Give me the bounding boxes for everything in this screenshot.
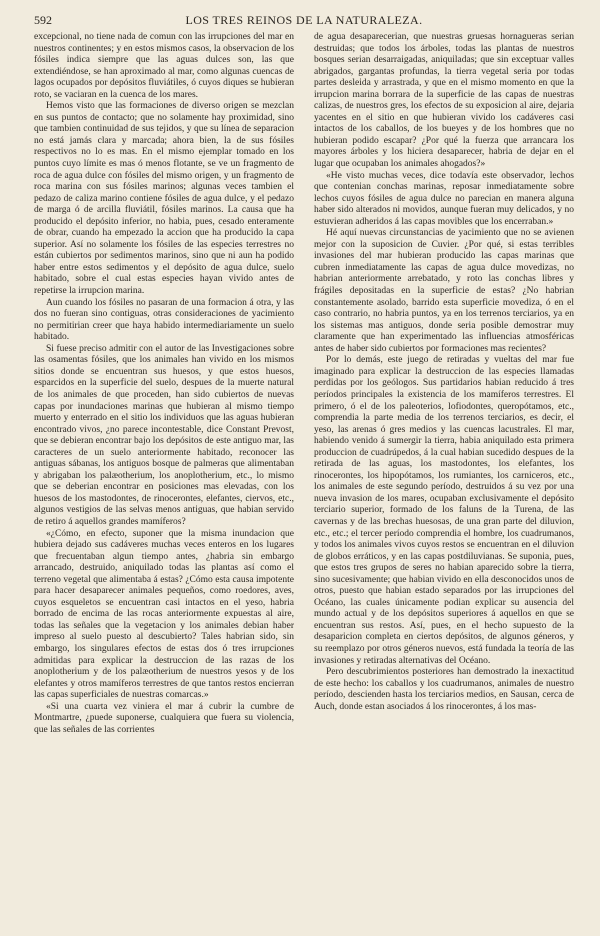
paragraph: Si fuese preciso admitir con el autor de las Investigaciones sobre las osamentas fósiles, que los animales han vivido en los mismos sitios donde se encuentran sus huesos, y que estos huesos, esparcidos en la superficie del suelo, despues de la muerte natural de los animales de que proceden, han sido cubiertos de nuevas capas por inundaciones marinas que hubieran al mismo tiempo muerto y enterrado en el sitio los individuos que las aguas hubieran encontrado vivos, ¿no parece incontestable, dice Constant Prevost, que se debieran encontrar bajo los depósitos de este antiguo mar, las caracteres de un suelo anteriormente habitado, reconocer las antiguas sábanas, los antiguos bosque de palmeras que alimentaban y abrigaban los palæotherium, los anoplotherium, etc., lo mismo que se deberian encontrar en posiciones mas elevadas, con los huesos de los mastodontes, de rinocerontes, elefantes, ciervos, etc., algunos vestigios de las selvas menos antiguas, que habian servido de retiro á aquellos grandes mamíferos? — [34, 343, 294, 527]
paragraph: Aun cuando los fósiles no pasaran de una formacion á otra, y las dos no fueran sino contiguas, otras consideraciones de yacimiento no permitirian creer que haya habido intermediariamente un suelo habitado. — [34, 297, 294, 343]
page-number: 592 — [34, 13, 52, 27]
paragraph: «He visto muchas veces, dice todavía este observador, lechos que contenian conchas marinas, reposar inmediatamente sobre lechos cuyos fósiles de agua dulce no parecian en manera alguna haber sido alterados ni movidos, aunque fueran muy delicados, y no estuvieran adheridos á las capas movibles que los encerraban.» — [314, 170, 574, 227]
paragraph: Pero descubrimientos posteriores han demostrado la inexactitud de este hecho: los caballos y los cuadrumanos, animales de nuestro período, descienden hasta los terciarios medios, en Sausan, cerca de Auch, donde estan asociados á los rinocerontes, á los mas- — [314, 667, 574, 712]
paragraph: Hé aquí nuevas circunstancias de yacimiento que no se avienen mejor con la suposicion de Cuvier. ¿Por qué, si estas terribles invasiones del mar hubieran producido las capas marinas que cubren inmediatamente las capas de agua dulce movedizas, no habrian anteriormente arrebatado, y roto las conchas libres y frágiles depositadas en la superficie de estas? ¿No habrian constantemente asolado, barrido esta superficie movediza, ó en el caso contrario, no habria puntos, ya en los terrenos terciarios, ya en los sistemas mas antiguos, donde seria posible demostrar muy claramente que han experimentado las influencias atmosféricas antes de haber sido cubiertos por formaciones mas recientes? — [314, 228, 574, 354]
paragraph: «¿Cómo, en efecto, suponer que la misma inundacion que hubiera dejado sus cadáveres muchas veces enteros en los lugares que frecuentaban algun tiempo antes, ¿habria sin embargo arrancado, destruido, aniquilado todas las plantas así como el terreno vegetal que alimentaba á estas? ¿Cómo esta causa impotente para hacer desaparecer animales pequeños, como roedores, aves, cuyos esqueletos se encuentran casi intactos en el yeso, habria borrado de encima de las rocas anteriormente expuestas al aire, todas las señales que la vegetacion y los animales debian haber impreso al suelo puesto al descubierto? Tales habrian sido, sin embargo, los singulares efectos de estas dos ó tres irrupciones admitidas para explicar la destruccion de las razas de los anoplotherium y de los palæotherium de nuestros yesos y de los elefantes y otros mamíferos terrestres de que tantos restos encierran las capas superficiales de nuestras comarcas.» — [34, 528, 294, 701]
left-column — [34, 32, 294, 736]
paragraph: Hemos visto que las formaciones de diverso origen se mezclan en sus puntos de contacto; que no solamente hay proximidad, sino que tambien continuidad de sus tejidos, y que su línea de separacion no está jamás clara y marcada; ahora bien, la de sus fósiles respectivos no lo es mas. En el mismo ejemplar tomado en los puntos cuyo límite es mas ó menos flotante, se ve un fragmento de roca de agua dulce con fósiles del mismo origen, y un fragmento de roca marina con sus fósiles marinos; algunas veces tambien el pedazo de caliza marino contiene fósiles de agua dulce, y el pedazo de marga ó de arcilla fluviátil, fósiles marinos. La causa que ha producido el depósito inferior, no habia, pues, cesado enteramente de obrar, cuando ha empezado la accion que ha producido la capa superior. Así no solamente los fósiles de las especies terrestres no están cubiertos por sedimentos marinos, sino que ni aun ha podido haber entre estos sedimentos y el depósito de agua dulce, suelo habitado, sobre el cual estas especies hayan vivido antes de repetirse la irrupcion marina. — [34, 101, 294, 297]
paragraph: Por lo demás, este juego de retiradas y vueltas del mar fue imaginado para explicar la destruccion de las especies llamadas perdidas por los geólogos. Sus partidarios habian reducido á tres períodos principales la existencia de los mamíferos terrestres. El primero, ó el de los paleoterios, lofiodontes, queropótamos, etc., comprendia la parte media de los terrenos terciarios, es decir, el yeso, las arenas ó gres medios y las cuencas lacustrales. El mar, habiendo venido á sumergir la tierra, habia aniquilado esta primera produccion de cuadrúpedos, á la cual habian sucedido despues de la retirada de las aguas, los mastodontes, los elefantes, los rinocerontes, los hipopótamos, los rumiantes, los carniceros, etc., los animales de este segundo período, destruidos á su vez por una nueva invasion de los mares, ocupaban exclusivamente el depósito terciario superior, formado de los faluns de la Turena, de las cavernas y de las brechas huesosas, de una gran parte del diluvion, etc., etc.; el tercer período comprendia el hombre, los cuadrumanos, y todos los animales vivos cuyos restos se encuentran en el diluvion de globos erráticos, y en las capas postdiluvianas. Se suponia, pues, que estos tres grupos de seres no habian aparecido sobre la tierra, sino sucesivamente; que habian vivido en ella desconocidos unos de otros, puesto que habian estado separados por las irrupciones del Océano, las cuales únicamente podian explicar su ausencia del mundo actual y de los depósitos superiores á aquellos en que se encuentran sus restos. Así, pues, en el hecho supuesto de la desaparicion completa en ciertos depósitos, de algunos géneros, y su reemplazo por otros géneros nuevos, está fundada la teoría de las invasiones y retiradas alternativas del Océano. — [314, 355, 574, 666]
paragraph: «Si una cuarta vez viniera el mar á cubrir la cumbre de Montmartre, ¿puede suponerse, cualquiera que fuera su violencia, que las señales de las corrientes — [34, 701, 294, 735]
paragraph: excepcional, no tiene nada de comun con las irrupciones del mar en nuestros continentes; y en estos mismos casos, la observacion de los fósiles indica siempre que las aguas dulces son, las que extendiéndose, se han aproximado al mar, como algunas cuencas de lagos ocupados por depósitos fluviátiles, ó cuyos diques se hubieran roto, se vaciaran en la cuenca de los mares. — [34, 32, 294, 100]
page-header — [34, 13, 574, 27]
paragraph: de agua desaparecerian, que nuestras gruesas hornagueras serian destruidas; que todos los árboles, todas las plantas de nuestros bosques serian desarraigadas, aniquiladas; que sin exceptuar valles abrigados, gargantas profundas, la tierra vegetal seria por todas partes desleida y arrastrada, y que en el mismo momento en que la irrupcion marina borrara de la superficie de las capas de nuestras calizas, de nuestros gres, los efectos de su exposicion al aire, dejaria yacentes en el sitio en que hubieran vivido los cadáveres casi intactos de los caballos, de los bueyes y de los hombres que no hubieran podido escapar? ¿Por qué la fuerza que arrancara los mayores árboles y los hiciera desaparecer, habria de dejar en el lugar que ocupaban los animales ahogados?» — [314, 32, 574, 170]
running-title: LOS TRES REINOS DE LA NATURALEZA. — [185, 13, 423, 27]
right-column — [314, 32, 574, 713]
